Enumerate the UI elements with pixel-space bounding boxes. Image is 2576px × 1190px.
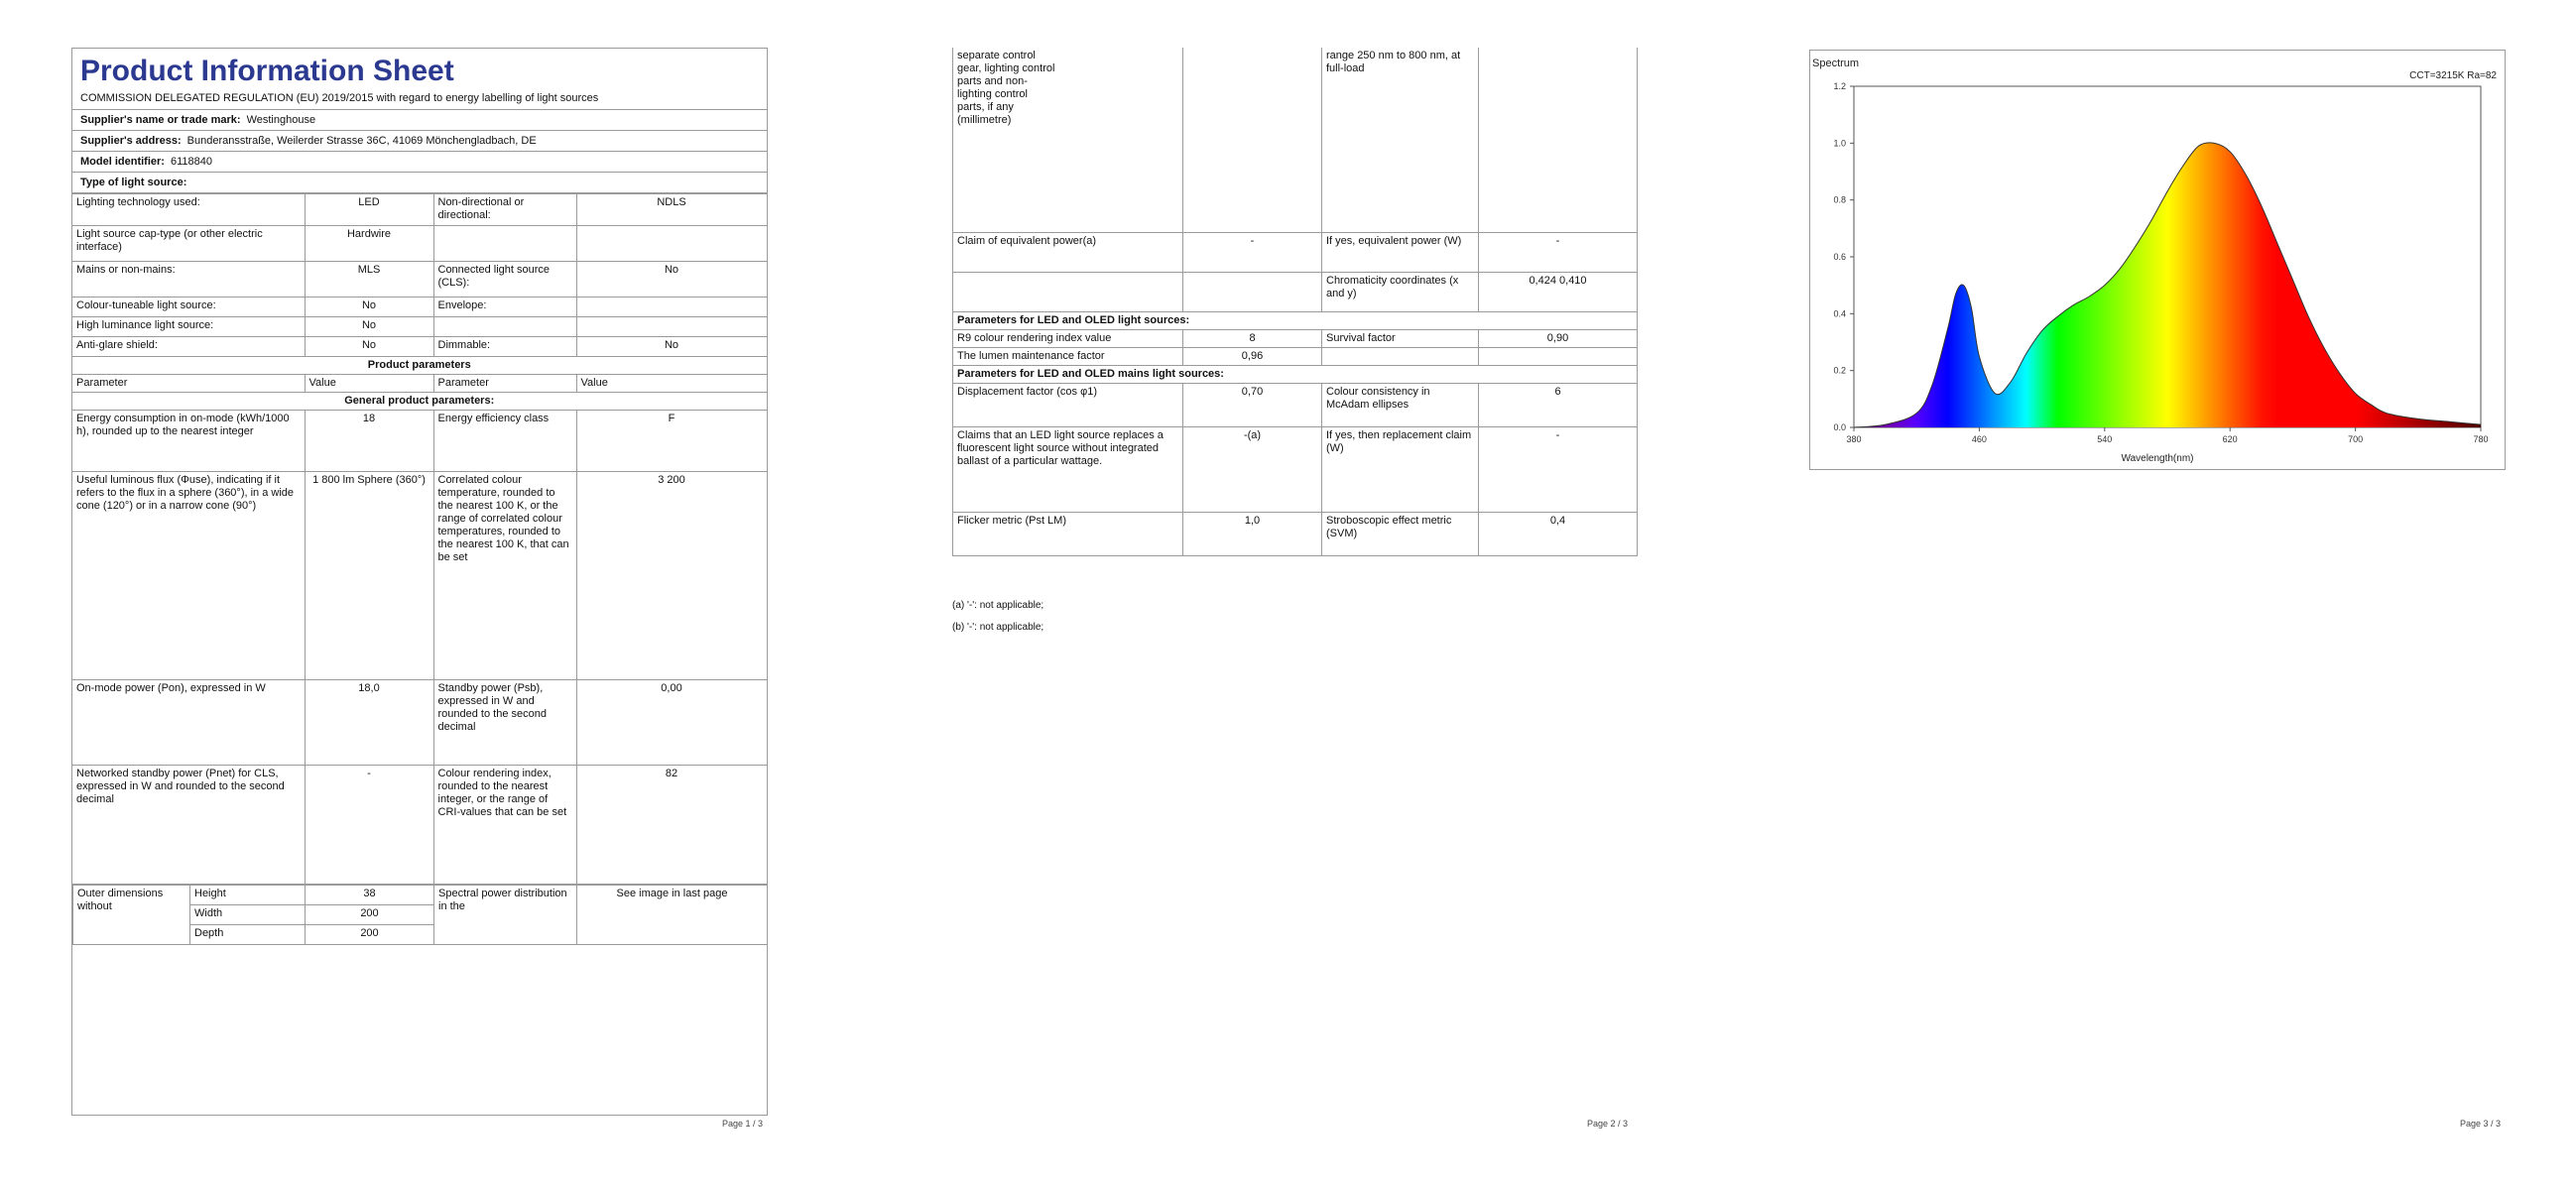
supplier-row	[72, 110, 767, 131]
table-cell: Dimmable:	[433, 337, 576, 357]
product-params-heading: Product parameters	[72, 357, 767, 375]
sheet-title: Product Information Sheet	[80, 55, 454, 87]
table-cell: 6	[1479, 383, 1638, 426]
page-number: Page 3 / 3	[2460, 1119, 2502, 1129]
table-cell: 3 200	[576, 472, 767, 680]
mains-params-heading: Parameters for LED and OLED mains light sources:	[953, 365, 1638, 383]
y-tick-label: 0.4	[1833, 308, 1846, 319]
x-tick-label: 380	[1846, 434, 1862, 444]
table-cell: F	[576, 411, 767, 472]
table-cell: No	[576, 337, 767, 357]
table-cell: If yes, then replacement claim (W)	[1322, 426, 1479, 512]
dimensions-table	[72, 885, 768, 945]
table-cell: 0,70	[1183, 383, 1322, 426]
table-row	[72, 766, 767, 885]
table-cell: On-mode power (Pon), expressed in W	[72, 680, 305, 766]
table-cell: If yes, equivalent power (W)	[1322, 232, 1479, 272]
x-tick-label: 700	[2348, 434, 2364, 444]
table-cell: 18	[305, 411, 433, 472]
table-cell	[433, 226, 576, 262]
table-row	[953, 426, 1638, 512]
table-cell	[576, 298, 767, 317]
y-tick-label: 0.0	[1833, 422, 1846, 432]
table-cell: Colour-tuneable light source:	[72, 298, 305, 317]
table-cell: Non-directional or directional:	[433, 194, 576, 226]
table-cell: Lighting technology used:	[72, 194, 305, 226]
table-cell: Networked standby power (Pnet) for CLS, expressed in W and rounded to the second decimal	[72, 766, 305, 885]
table-cell: R9 colour rendering index value	[953, 329, 1183, 347]
table-row	[72, 357, 767, 375]
table-cell	[1479, 347, 1638, 365]
parameters-table-continued	[952, 48, 1638, 556]
table-cell: Envelope:	[433, 298, 576, 317]
x-axis-label: Wavelength(nm)	[2121, 453, 2194, 464]
chart-title: Spectrum	[1812, 58, 1860, 69]
table-row	[953, 48, 1638, 232]
column-header: Value	[576, 375, 767, 393]
table-cell: Useful luminous flux (Φuse), indicating if it refers to the flux in a sphere (360°), in a wide cone (120°) or in a narrow cone (90°)	[72, 472, 305, 680]
table-cell: Mains or non-mains:	[72, 262, 305, 298]
table-cell: 0,00	[576, 680, 767, 766]
table-cell: 18,0	[305, 680, 433, 766]
table-row	[72, 411, 767, 472]
table-cell: Light source cap-type (or other electric interface)	[72, 226, 305, 262]
product-information-sheet	[71, 48, 768, 1116]
table-cell: MLS	[305, 262, 433, 298]
y-tick-label: 0.6	[1833, 252, 1846, 262]
page-3	[1785, 0, 2576, 1190]
column-header: Parameter	[72, 375, 305, 393]
table-cell	[1183, 272, 1322, 311]
table-cell: Displacement factor (cos φ1)	[953, 383, 1183, 426]
spd-value: See image in last page	[577, 886, 768, 945]
regulation-subtitle: COMMISSION DELEGATED REGULATION (EU) 2019/2015 with regard to energy labelling of light sources	[72, 90, 767, 110]
table-cell: High luminance light source:	[72, 317, 305, 337]
x-tick-label: 620	[2222, 434, 2238, 444]
spectrum-chart	[1809, 50, 2506, 470]
table-cell: Claims that an LED light source replaces a fluorescent light source without integrated ballast of a particular wattage.	[953, 426, 1183, 512]
table-cell	[576, 317, 767, 337]
table-row	[72, 337, 767, 357]
dim-label: Height	[190, 886, 306, 905]
dim-value: 38	[306, 886, 434, 905]
table-cell: range 250 nm to 800 nm, at full-load	[1322, 48, 1479, 232]
model-row	[72, 152, 767, 173]
footnote: (a) '-': not applicable;	[952, 600, 1044, 611]
y-tick-label: 1.2	[1833, 81, 1846, 91]
dim-value: 200	[306, 905, 434, 925]
table-cell: Flicker metric (Pst LM)	[953, 512, 1183, 555]
table-row	[953, 347, 1638, 365]
table-cell: Colour rendering index, rounded to the nearest integer, or the range of CRI-values that can be set	[433, 766, 576, 885]
table-row	[72, 680, 767, 766]
table-row	[72, 393, 767, 411]
table-cell	[1183, 48, 1322, 232]
y-tick-label: 0.8	[1833, 194, 1846, 205]
table-cell: The lumen maintenance factor	[953, 347, 1183, 365]
footnote: (b) '-': not applicable;	[952, 622, 1044, 633]
table-row	[72, 194, 767, 226]
address-row	[72, 131, 767, 152]
table-cell: separate control gear, lighting control parts and non-lighting control parts, if any (millimetre)	[953, 48, 1183, 232]
table-cell	[433, 317, 576, 337]
address-label: Supplier's address:	[80, 135, 182, 147]
table-row	[953, 512, 1638, 555]
table-cell: Chromaticity coordinates (x and y)	[1322, 272, 1479, 311]
y-tick-label: 1.0	[1833, 138, 1846, 149]
dim-label: Width	[190, 905, 306, 925]
type-heading: Type of light source:	[72, 173, 767, 193]
table-cell: 8	[1183, 329, 1322, 347]
table-cell: NDLS	[576, 194, 767, 226]
table-row	[953, 383, 1638, 426]
outer-dimensions-label: Outer dimensions without	[73, 886, 190, 945]
table-cell: Energy consumption in on-mode (kWh/1000 h), rounded up to the nearest integer	[72, 411, 305, 472]
y-tick-label: 0.2	[1833, 365, 1846, 376]
table-row	[953, 311, 1638, 329]
spd-label: Spectral power distribution in the	[434, 886, 577, 945]
table-cell: 0,424 0,410	[1479, 272, 1638, 311]
dim-label: Depth	[190, 925, 306, 945]
table-cell	[1322, 347, 1479, 365]
table-cell: Hardwire	[305, 226, 433, 262]
general-params-heading: General product parameters:	[72, 393, 767, 411]
table-cell: 1 800 lm Sphere (360°)	[305, 472, 433, 680]
dim-value: 200	[306, 925, 434, 945]
table-cell: Correlated colour temperature, rounded to the nearest 100 K, or the range of correlated colour temperatures, rounded to the nearest 100 K, that can be set	[433, 472, 576, 680]
spectrum-chart-svg	[1810, 51, 2505, 469]
table-cell: -(a)	[1183, 426, 1322, 512]
table-cell: Survival factor	[1322, 329, 1479, 347]
table-row	[72, 298, 767, 317]
x-tick-label: 460	[1971, 434, 1987, 444]
table-cell	[1479, 48, 1638, 232]
table-cell	[576, 226, 767, 262]
spectrum-area	[1854, 86, 2481, 427]
table-cell: Claim of equivalent power(a)	[953, 232, 1183, 272]
table-cell: 82	[576, 766, 767, 885]
table-row	[953, 365, 1638, 383]
chart-legend: CCT=3215K Ra=82	[2409, 70, 2497, 81]
table-row	[72, 317, 767, 337]
product-table	[72, 193, 768, 885]
page-number: Page 2 / 3	[1587, 1119, 1629, 1129]
table-cell: 1,0	[1183, 512, 1322, 555]
supplier-value: Westinghouse	[246, 114, 316, 126]
table-row	[953, 232, 1638, 272]
table-cell: Stroboscopic effect metric (SVM)	[1322, 512, 1479, 555]
table-cell: -	[305, 766, 433, 885]
table-cell: -	[1479, 232, 1638, 272]
table-cell: 0,4	[1479, 512, 1638, 555]
table-cell: -	[1183, 232, 1322, 272]
table-cell: LED	[305, 194, 433, 226]
table-cell: No	[576, 262, 767, 298]
table-cell: Colour consistency in McAdam ellipses	[1322, 383, 1479, 426]
table-row	[72, 472, 767, 680]
supplier-label: Supplier's name or trade mark:	[80, 114, 241, 126]
model-label: Model identifier:	[80, 156, 165, 168]
x-tick-label: 540	[2097, 434, 2113, 444]
table-cell	[953, 272, 1183, 311]
table-cell: No	[305, 317, 433, 337]
table-cell: 0,96	[1183, 347, 1322, 365]
table-cell: Standby power (Psb), expressed in W and rounded to the second decimal	[433, 680, 576, 766]
table-cell: Anti-glare shield:	[72, 337, 305, 357]
table-row	[953, 272, 1638, 311]
page-number: Page 1 / 3	[722, 1119, 764, 1129]
table-cell: No	[305, 298, 433, 317]
page-2	[893, 0, 1785, 1190]
table-cell: -	[1479, 426, 1638, 512]
table-cell: Connected light source (CLS):	[433, 262, 576, 298]
column-header: Parameter	[433, 375, 576, 393]
model-value: 6118840	[170, 156, 212, 168]
table-row	[953, 329, 1638, 347]
table-row	[73, 886, 768, 905]
table-row	[72, 262, 767, 298]
table-cell: No	[305, 337, 433, 357]
table-row	[72, 226, 767, 262]
table-cell: Energy efficiency class	[433, 411, 576, 472]
x-tick-label: 780	[2473, 434, 2489, 444]
table-header-row	[72, 375, 767, 393]
page-1	[0, 0, 893, 1190]
footnotes	[952, 595, 1043, 639]
table-cell: 0,90	[1479, 329, 1638, 347]
address-value: Bunderansstraße, Weilerder Strasse 36C, 41069 Mönchengladbach, DE	[186, 135, 537, 147]
column-header: Value	[305, 375, 433, 393]
led-params-heading: Parameters for LED and OLED light sources:	[953, 311, 1638, 329]
